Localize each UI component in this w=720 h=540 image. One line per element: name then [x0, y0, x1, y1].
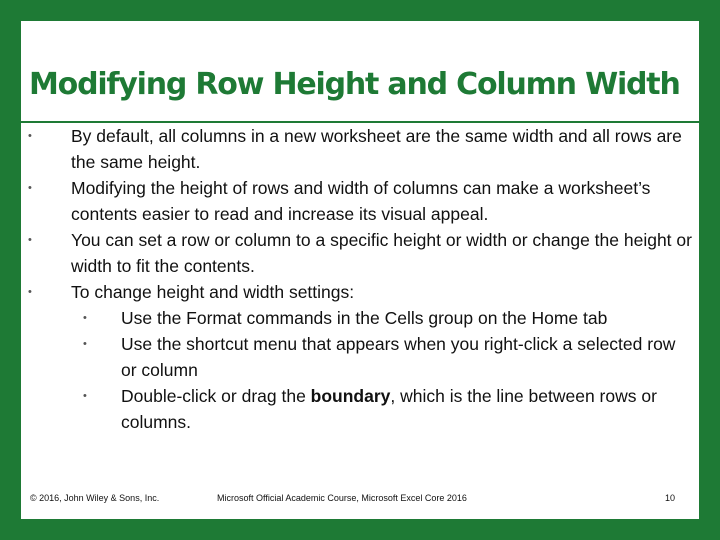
footer-copyright: © 2016, John Wiley & Sons, Inc. [30, 493, 160, 503]
slide-panel [21, 21, 699, 519]
bullet-item [21, 175, 699, 227]
sub-bullet-icon: • [83, 390, 87, 402]
footer-course: Microsoft Official Academic Course, Microsoft Excel Core 2016 [217, 493, 467, 503]
sub-bullet-icon: • [83, 312, 87, 324]
bullet-list [21, 123, 699, 435]
bullet-item [21, 227, 699, 279]
bullet-text: By default, all columns in a new worksheet are the same width and all rows are the same height. [71, 126, 682, 172]
sub-bullet-text: Use the Format commands in the Cells group on the Home tab [121, 308, 608, 328]
sub-bullet-text-part: Double-click or drag the [121, 386, 311, 406]
bullet-item [21, 279, 699, 305]
bullet-text: You can set a row or column to a specific height or width or change the height or width to fit the contents. [71, 230, 692, 276]
slide-title: Modifying Row Height and Column Width [29, 67, 680, 102]
boundary-term: boundary [310, 386, 391, 406]
sub-bullet-text [121, 386, 657, 432]
bullet-icon: • [28, 130, 32, 142]
sub-bullet-item [21, 331, 699, 383]
sub-bullet-text: Use the shortcut menu that appears when you right-click a selected row or column [121, 334, 676, 380]
bullet-text: To change height and width settings: [71, 282, 355, 302]
bullet-text: Modifying the height of rows and width of columns can make a worksheet’s contents easier to read and increase its visual appeal. [71, 178, 651, 224]
bullet-icon: • [28, 182, 32, 194]
bullet-icon: • [28, 286, 32, 298]
bullet-icon: • [28, 234, 32, 246]
sub-bullet-item [21, 383, 699, 435]
bullet-item [21, 123, 699, 175]
footer-page-number: 10 [665, 493, 676, 503]
sub-bullet-text-part: , which is the line between rows or columns. [121, 386, 657, 432]
sub-bullet-item [21, 305, 699, 331]
sub-bullet-icon: • [83, 338, 87, 350]
